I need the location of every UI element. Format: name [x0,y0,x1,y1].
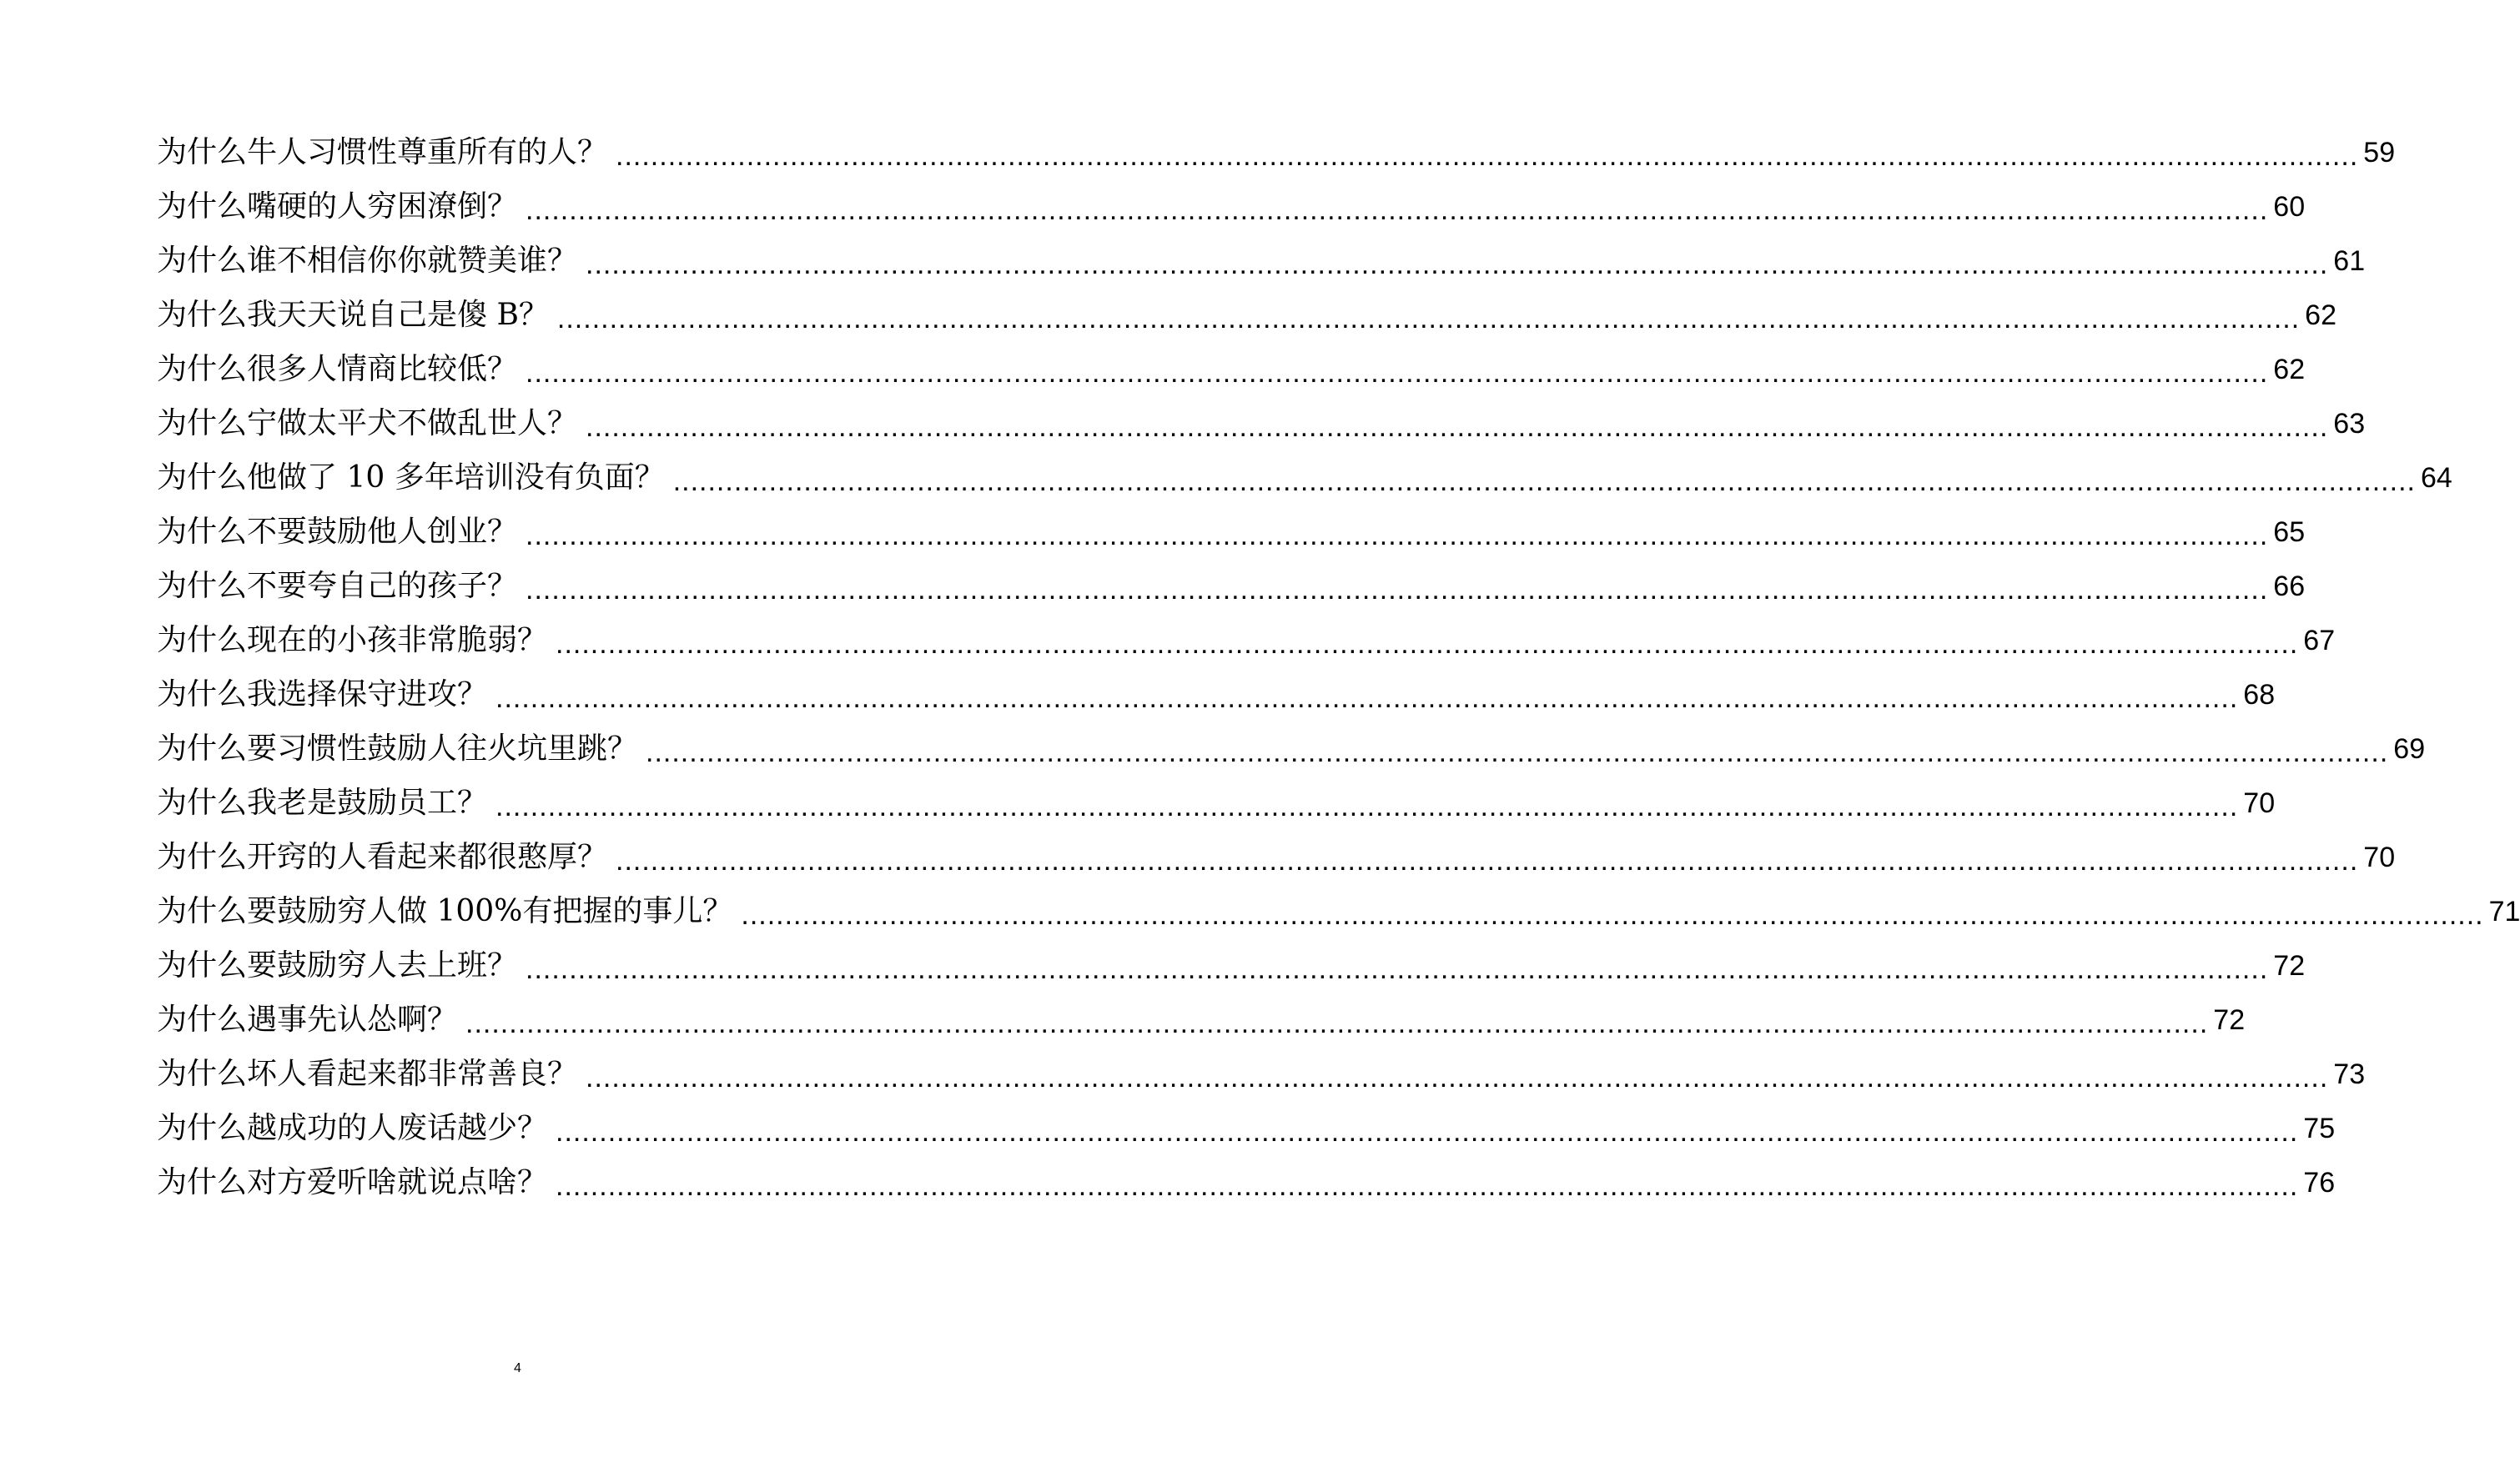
toc-entry[interactable] [157,667,2276,721]
toc-leader-dots: ........................................................................................................................................................................................................ [556,1115,2299,1148]
toc-entry[interactable] [157,938,2306,993]
page-number: 4 [514,1361,521,1375]
toc-entry-title: 为什么牛人习惯性尊重所有的人？ [157,134,608,169]
toc-entry-page: 76 [2303,1166,2336,1199]
toc-entry-page: 61 [2333,244,2366,277]
toc-leader-dots: ........................................................................................................................................................................................................ [616,139,2359,172]
toc-leader-dots: ........................................................................................................................................................................................................ [495,790,2239,822]
toc-entry-page: 69 [2393,732,2426,765]
toc-entry-title: 为什么不要鼓励他人创业？ [157,514,518,549]
toc-entry[interactable] [157,288,2336,342]
toc-entry[interactable] [157,179,2306,234]
toc-entry-title: 为什么我天天说自己是傻 B？ [157,297,549,332]
toc-leader-dots: ........................................................................................................................................................................................................ [526,194,2269,226]
toc-leader-dots: ........................................................................................................................................................................................................ [616,844,2359,877]
toc-entry-title: 为什么现在的小孩非常脆弱？ [157,622,548,657]
toc-leader-dots: ........................................................................................................................................................................................................ [586,410,2329,443]
toc-entry-page: 73 [2333,1058,2366,1090]
toc-entry[interactable] [157,125,2396,179]
toc-leader-dots: ........................................................................................................................................................................................................ [526,356,2269,389]
toc-entry-title: 为什么很多人情商比较低？ [157,351,518,386]
toc-entry[interactable] [157,505,2306,559]
toc-entry-page: 64 [2420,461,2452,494]
toc-leader-dots: ........................................................................................................................................................................................................ [646,736,2389,768]
toc-leader-dots: ........................................................................................................................................................................................................ [741,898,2484,931]
toc-entry[interactable] [157,342,2306,396]
toc-entry[interactable] [157,613,2336,667]
toc-entry-page: 68 [2243,678,2276,711]
toc-entry-title: 为什么谁不相信你你就赞美谁？ [157,243,578,278]
toc-entry[interactable] [157,884,2520,938]
toc-leader-dots: ........................................................................................................................................................................................................ [586,248,2329,280]
toc-entry-page: 72 [2273,949,2306,982]
toc-entry-title: 为什么嘴硬的人穷困潦倒？ [157,189,518,224]
toc-entry[interactable] [157,1047,2366,1101]
toc-entry-page: 70 [2243,787,2276,819]
toc-entry-page: 60 [2273,190,2306,223]
toc-entry[interactable] [157,450,2452,505]
toc-leader-dots: ........................................................................................................................................................................................................ [586,1061,2329,1093]
table-of-contents [157,125,2520,1209]
toc-entry-title: 为什么要习惯性鼓励人往火坑里跳？ [157,731,638,766]
toc-entry-page: 65 [2273,515,2306,548]
toc-entry-page: 67 [2303,624,2336,656]
toc-entry[interactable] [157,559,2306,613]
toc-entry-title: 为什么坏人看起来都非常善良？ [157,1056,578,1091]
toc-entry-title: 为什么宁做太平犬不做乱世人？ [157,405,578,440]
toc-entry-title: 为什么开窍的人看起来都很憨厚？ [157,839,608,874]
toc-leader-dots: ........................................................................................................................................................................................................ [556,302,2301,334]
toc-leader-dots: ........................................................................................................................................................................................................ [556,1169,2299,1202]
toc-entry-title: 为什么我老是鼓励员工？ [157,785,488,820]
toc-entry-title: 为什么对方爱听啥就说点啥？ [157,1164,548,1199]
toc-leader-dots: ........................................................................................................................................................................................................ [495,681,2239,714]
toc-entry-page: 70 [2363,841,2396,873]
toc-entry-page: 62 [2273,353,2306,385]
toc-entry[interactable] [157,721,2426,776]
toc-leader-dots: ........................................................................................................................................................................................................ [672,465,2416,497]
toc-entry[interactable] [157,830,2396,884]
toc-leader-dots: ........................................................................................................................................................................................................ [526,573,2269,606]
toc-leader-dots: ........................................................................................................................................................................................................ [526,519,2269,551]
toc-leader-dots: ........................................................................................................................................................................................................ [526,953,2269,985]
toc-entry[interactable] [157,1101,2336,1155]
toc-entry-title: 为什么他做了 10 多年培训没有负面？ [157,460,665,495]
toc-entry-page: 71 [2488,895,2520,928]
toc-entry-page: 63 [2333,407,2366,440]
toc-entry[interactable] [157,234,2366,288]
toc-leader-dots: ........................................................................................................................................................................................................ [465,1007,2209,1039]
toc-entry-page: 59 [2363,136,2396,168]
toc-entry-page: 66 [2273,570,2306,602]
toc-entry-page: 75 [2303,1112,2336,1144]
toc-entry-title: 为什么要鼓励穷人做 100%有把握的事儿？ [157,893,733,928]
toc-entry-title: 为什么要鼓励穷人去上班？ [157,948,518,983]
toc-entry-title: 为什么遇事先认怂啊？ [157,1002,458,1037]
toc-leader-dots: ........................................................................................................................................................................................................ [556,627,2299,660]
toc-entry-page: 62 [2305,299,2336,331]
toc-entry[interactable] [157,396,2366,450]
toc-entry[interactable] [157,1155,2336,1209]
toc-entry[interactable] [157,993,2246,1047]
toc-entry-title: 为什么我选择保守进攻？ [157,676,488,711]
toc-entry-title: 为什么越成功的人废话越少？ [157,1110,548,1145]
toc-entry-page: 72 [2213,1003,2246,1036]
toc-entry[interactable] [157,776,2276,830]
toc-entry-title: 为什么不要夸自己的孩子？ [157,568,518,603]
